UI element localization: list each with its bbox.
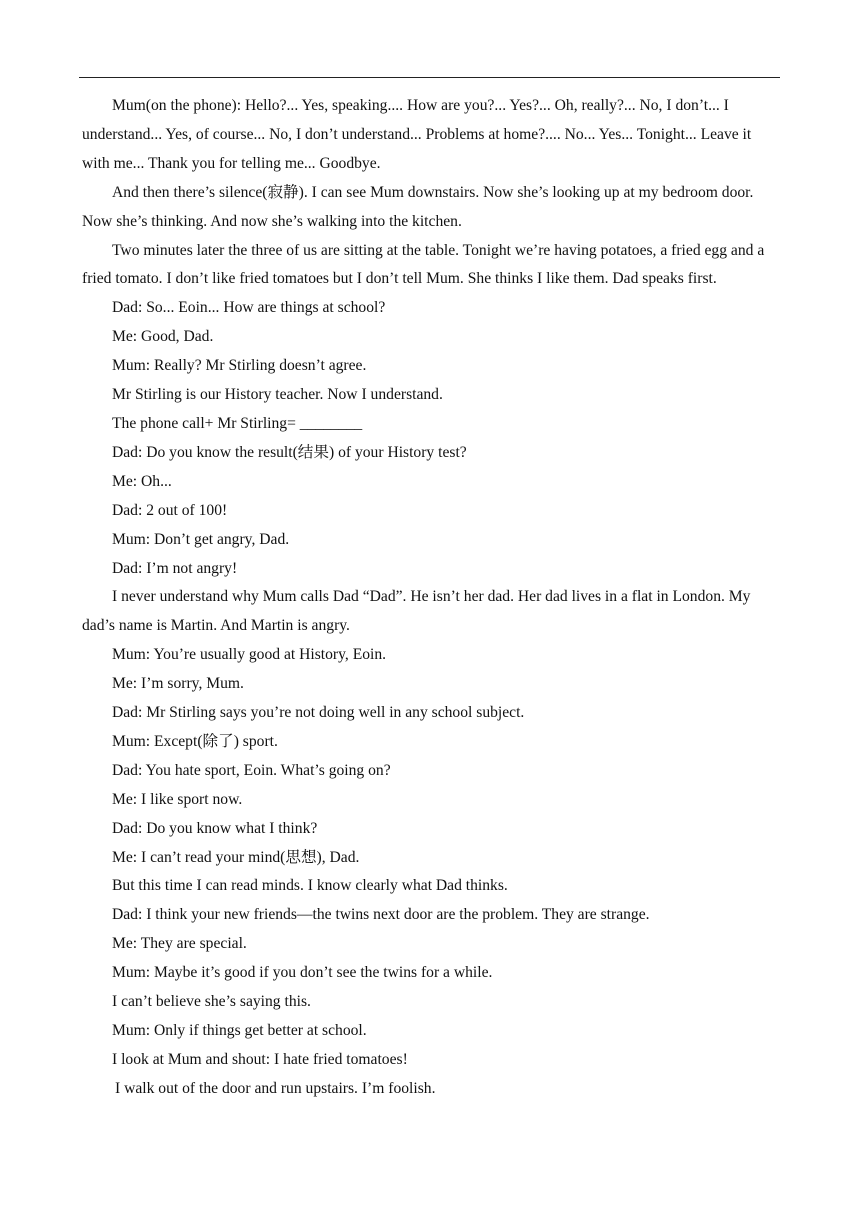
dialogue-line: Dad: I’m not angry! bbox=[112, 559, 238, 577]
dialogue-line: Dad: Mr Stirling says you’re not doing well in any school subject. bbox=[112, 704, 525, 722]
narration-line: I can’t believe she’s saying this. bbox=[112, 993, 311, 1011]
narration-line: I walk out of the door and run upstairs. I’m foolish. bbox=[115, 1079, 436, 1097]
dialogue-line: Dad: I think your new friends—the twins next door are the problem. They are strange. bbox=[112, 906, 650, 924]
dialogue-line: Me: Oh... bbox=[112, 472, 172, 490]
dialogue-line: Mum: Really? Mr Stirling doesn’t agree. bbox=[112, 357, 367, 375]
paragraph: Mum(on the phone): Hello?... Yes, speaking.... How are you?... Yes?... Oh, really?... No, I don’t... I understand... Yes, of course... No, I don’t understand... Problems at home?.... No... Yes... Tonight... Leave it with me... Thank you for telling me... Goodbye. bbox=[82, 97, 752, 172]
dialogue-line: Me: I like sport now. bbox=[112, 790, 243, 808]
dialogue-line: Mum: You’re usually good at History, Eoin. bbox=[112, 646, 387, 664]
dialogue-line: Me: They are special. bbox=[112, 935, 247, 953]
narration-line: But this time I can read minds. I know clearly what Dad thinks. bbox=[112, 877, 508, 895]
paragraph: And then there’s silence(寂静). I can see Mum downstairs. Now she’s looking up at my bedroom door. Now she’s thinking. And now she’s walking into the kitchen. bbox=[82, 183, 754, 230]
narration-line: The phone call+ Mr Stirling= ________ bbox=[112, 414, 363, 432]
dialogue-line: Mum: Don’t get angry, Dad. bbox=[112, 530, 290, 548]
paragraph: Two minutes later the three of us are sitting at the table. Tonight we’re having potatoes, a fried egg and a fried tomato. I don’t like fried tomatoes but I don’t tell Mum. She thinks I like them. Dad speaks first. bbox=[82, 241, 765, 288]
dialogue-line: Dad: Do you know what I think? bbox=[112, 819, 318, 837]
dialogue-line: Dad: So... Eoin... How are things at school? bbox=[112, 299, 386, 317]
dialogue-line: Dad: 2 out of 100! bbox=[112, 501, 228, 519]
dialogue-line: Dad: You hate sport, Eoin. What’s going on? bbox=[112, 761, 391, 779]
dialogue-line: Mum: Except(除了) sport. bbox=[112, 732, 278, 750]
dialogue-line: Me: I’m sorry, Mum. bbox=[112, 675, 244, 693]
narration-line: Mr Stirling is our History teacher. Now I understand. bbox=[112, 386, 443, 404]
dialogue-line: Mum: Only if things get better at school. bbox=[112, 1022, 367, 1039]
dialogue-line: Me: I can’t read your mind(思想), Dad. bbox=[112, 848, 360, 866]
story-text bbox=[82, 92, 782, 1104]
dialogue-line: Dad: Do you know the result(结果) of your History test? bbox=[112, 443, 467, 461]
narration-line: I look at Mum and shout: I hate fried tomatoes! bbox=[112, 1050, 408, 1068]
header-rule bbox=[79, 77, 780, 78]
dialogue-line: Me: Good, Dad. bbox=[112, 328, 214, 346]
dialogue-line: Mum: Maybe it’s good if you don’t see the twins for a while. bbox=[112, 964, 493, 982]
paragraph: I never understand why Mum calls Dad “Dad”. He isn’t her dad. Her dad lives in a flat in London. My dad’s name is Martin. And Martin is angry. bbox=[82, 588, 751, 635]
